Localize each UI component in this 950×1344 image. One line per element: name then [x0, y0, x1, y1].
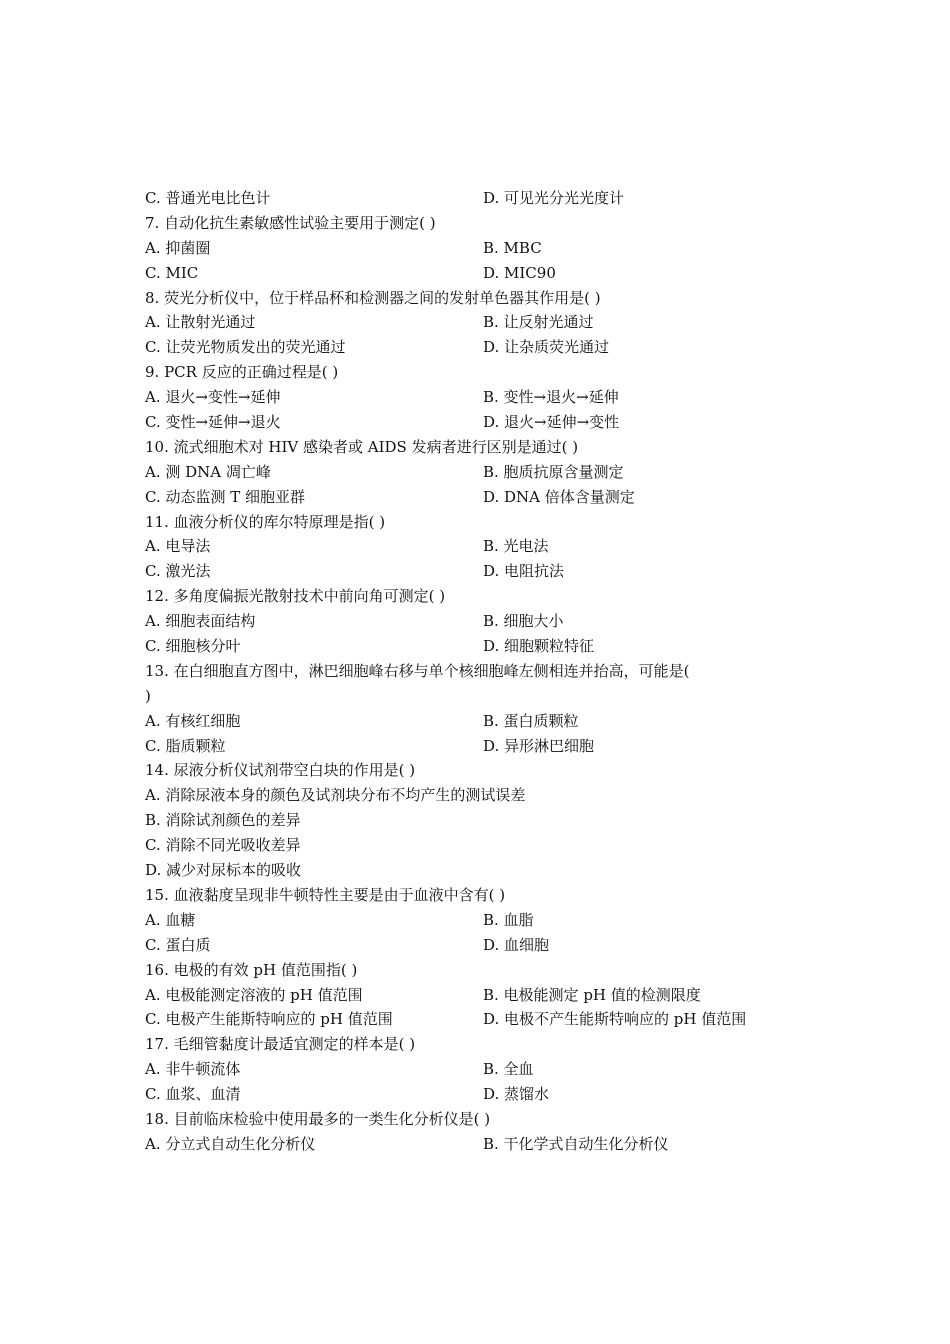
- answer-option: C. 动态监测 T 细胞亚群: [145, 487, 306, 506]
- option-row: [145, 933, 785, 958]
- option-row: [145, 1007, 785, 1032]
- answer-option: D. MIC90: [483, 263, 556, 282]
- answer-option: B. 细胞大小: [483, 612, 564, 631]
- option-row: [145, 734, 785, 759]
- answer-option: A. 血糖: [145, 910, 196, 929]
- question-text: 10. 流式细胞术对 HIV 感染者或 AIDS 发病者进行区别是通过( ): [145, 437, 579, 456]
- answer-option: C. 消除不同光吸收差异: [145, 836, 301, 855]
- answer-option: B. 电极能测定 pH 值的检测限度: [483, 985, 701, 1004]
- option-row: [145, 236, 785, 261]
- answer-option: A. 消除尿液本身的颜色及试剂块分布不均产生的测试误差: [145, 786, 526, 805]
- answer-option: C. 让荧光物质发出的荧光通过: [145, 338, 346, 357]
- answer-option: A. 让散射光通过: [145, 313, 256, 332]
- option-row: [145, 485, 785, 510]
- answer-option: D. 蒸馏水: [483, 1085, 550, 1104]
- answer-option: C. 普通光电比色计: [145, 189, 271, 207]
- answer-option: C. 细胞核分叶: [145, 637, 241, 656]
- answer-option: D. 可见光分光光度计: [483, 189, 625, 207]
- answer-option: A. 抑菌圈: [145, 238, 211, 257]
- answer-option: B. MBC: [483, 238, 542, 257]
- question-text: 12. 多角度偏振光散射技术中前向角可测定( ): [145, 587, 446, 606]
- answer-option: C. 变性→延伸→退火: [145, 413, 281, 432]
- question-text: 7. 自动化抗生素敏感性试验主要用于测定( ): [145, 213, 436, 232]
- answer-option: B. 变性→退火→延伸: [483, 388, 619, 407]
- answer-option: C. 激光法: [145, 562, 211, 581]
- answer-option: C. 血浆、血清: [145, 1085, 241, 1104]
- question-text: 18. 目前临床检验中使用最多的一类生化分析仪是( ): [145, 1109, 491, 1128]
- option-row: [145, 634, 785, 659]
- answer-option: D. 异形淋巴细胞: [483, 736, 595, 755]
- option-row: [145, 609, 785, 634]
- answer-option: D. DNA 倍体含量测定: [483, 487, 635, 506]
- question-text: 13. 在白细胞直方图中，淋巴细胞峰右移与单个核细胞峰左侧相连并抬高，可能是(: [145, 661, 690, 680]
- option-row: [145, 460, 785, 485]
- answer-option: B. 血脂: [483, 910, 534, 929]
- answer-option: C. 电极产生能斯特响应的 pH 值范围: [145, 1010, 393, 1029]
- answer-option: A. 分立式自动生化分析仪: [145, 1134, 316, 1153]
- answer-option: D. 电极不产生能斯特响应的 pH 值范围: [483, 1010, 747, 1029]
- option-row: [145, 1057, 785, 1082]
- answer-option: D. 退火→延伸→变性: [483, 413, 620, 432]
- answer-option: B. 光电法: [483, 537, 549, 556]
- option-row: [145, 908, 785, 933]
- option-row: [145, 410, 785, 435]
- question-text: 17. 毛细管黏度计最适宜测定的样本是( ): [145, 1035, 416, 1054]
- answer-option: D. 血细胞: [483, 935, 550, 954]
- answer-option: B. 让反射光通过: [483, 313, 594, 332]
- answer-option: C. 脂质颗粒: [145, 736, 226, 755]
- answer-option: A. 细胞表面结构: [145, 612, 256, 631]
- option-row: [145, 1082, 785, 1107]
- option-row: [145, 709, 785, 734]
- answer-option: A. 有核红细胞: [145, 711, 241, 730]
- option-row: [145, 335, 785, 360]
- option-row: [145, 983, 785, 1008]
- answer-option: B. 干化学式自动生化分析仪: [483, 1134, 669, 1153]
- question-text: 14. 尿液分析仪试剂带空白块的作用是( ): [145, 761, 416, 780]
- answer-option: B. 蛋白质颗粒: [483, 711, 579, 730]
- answer-option: D. 细胞颗粒特征: [483, 637, 595, 656]
- answer-option: D. 减少对尿标本的吸收: [145, 861, 302, 880]
- question-text: 11. 血液分析仪的库尔特原理是指( ): [145, 512, 386, 531]
- option-row: [145, 385, 785, 410]
- answer-option: C. MIC: [145, 263, 199, 282]
- answer-option: B. 消除试剂颜色的差异: [145, 811, 301, 830]
- option-row: [145, 1132, 785, 1157]
- question-text: 8. 荧光分析仪中，位于样品杯和检测器之间的发射单色器其作用是( ): [145, 288, 601, 307]
- option-row: [145, 310, 785, 335]
- answer-option: B. 全血: [483, 1060, 534, 1079]
- answer-option: A. 非牛顿流体: [145, 1060, 241, 1079]
- answer-option: A. 电导法: [145, 537, 211, 556]
- answer-option: C. 蛋白质: [145, 935, 211, 954]
- option-row: [145, 534, 785, 559]
- answer-option: B. 胞质抗原含量测定: [483, 462, 624, 481]
- answer-option: D. 电阻抗法: [483, 562, 565, 581]
- option-row: [145, 559, 785, 584]
- question-text: 16. 电极的有效 pH 值范围指( ): [145, 960, 358, 979]
- option-row: [145, 261, 785, 286]
- question-text: 15. 血液黏度呈现非牛顿特性主要是由于血液中含有( ): [145, 885, 506, 904]
- answer-option: A. 电极能测定溶液的 pH 值范围: [145, 985, 363, 1004]
- option-row: [145, 186, 785, 211]
- answer-option: D. 让杂质荧光通过: [483, 338, 610, 357]
- answer-option: A. 测 DNA 凋亡峰: [145, 462, 271, 481]
- question-list: [145, 186, 785, 1157]
- question-text: ): [145, 686, 151, 705]
- answer-option: A. 退火→变性→延伸: [145, 388, 281, 407]
- question-text: 9. PCR 反应的正确过程是( ): [145, 363, 339, 382]
